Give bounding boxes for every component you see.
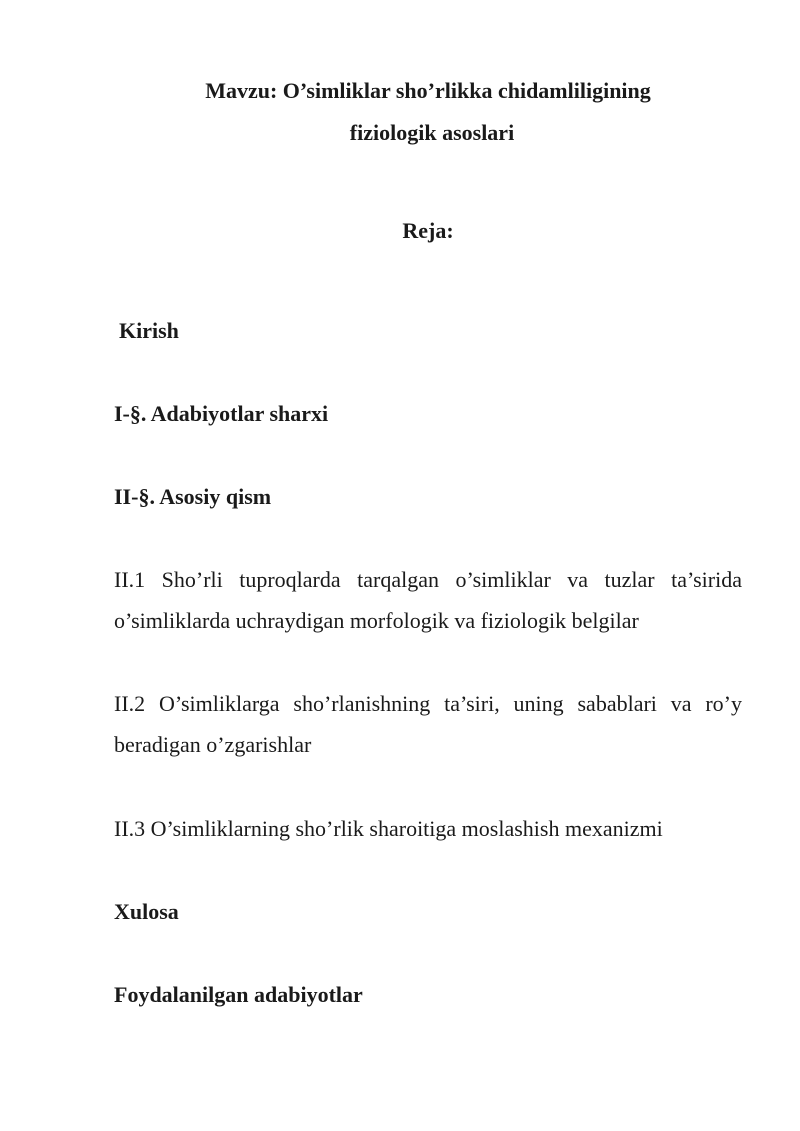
document-title-line-2: fiziologik asoslari xyxy=(349,120,515,145)
document-title-line-1: Mavzu: O’simliklar sho’rlikka chidamliligining xyxy=(205,78,651,103)
plan-entry-references: Foydalanilgan adabiyotlar xyxy=(114,982,363,1007)
plan-entry-literature-review: I-§. Adabiyotlar sharxi xyxy=(114,401,329,426)
plan-entry-subsection-3: II.3 O’simliklarning sho’rlik sharoitiga moslashish mexanizmi xyxy=(114,816,663,841)
plan-entry-subsection-2: II.2 O’simliklarga sho’rlanishning ta’siri, uning sabablari va ro’y beradigan o’zgarishlar xyxy=(114,691,742,757)
plan-entry-subsection-1: II.1 Sho’rli tuproqlarda tarqalgan o’simliklar va tuzlar ta’sirida o’simliklarda uchraydigan morfologik va fiziologik belgilar xyxy=(114,567,742,633)
plan-entry-main-part: II-§. Asosiy qism xyxy=(114,484,272,509)
plan-heading: Reja: xyxy=(402,218,454,243)
plan-entry-conclusion: Xulosa xyxy=(114,899,179,924)
plan-entry-introduction: Kirish xyxy=(119,318,179,343)
